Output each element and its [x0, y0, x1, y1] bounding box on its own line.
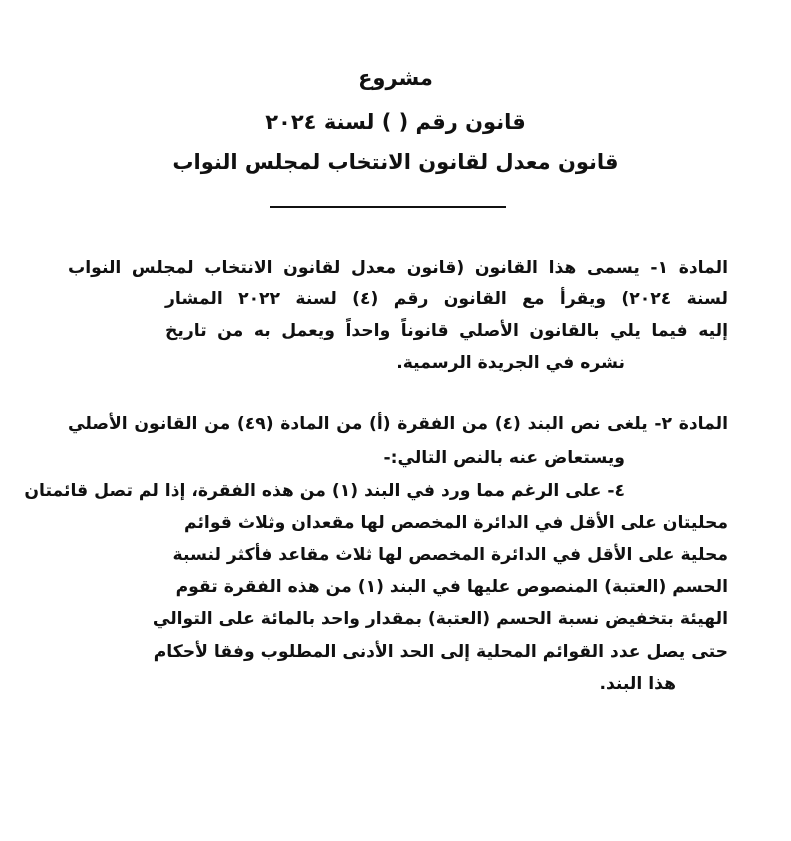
article2-clause-line: محليتان على الأقل في الدائرة المخصص لها مقعدان وثلاث قوائم — [184, 513, 728, 533]
article1-line: لسنة ٢٠٢٤) ويقرأ مع القانون رقم (٤) لسنة ٢٠٢٢ المشار — [165, 289, 728, 309]
article2-clause-line: حتى يصل عدد القوائم المحلية إلى الحد الأدنى المطلوب وفقا لأحكام — [153, 642, 728, 662]
article2-line: المادة ٢- يلغى نص البند (٤) من الفقرة (أ) من المادة (٤٩) من القانون الأصلي — [68, 414, 728, 434]
article1-line: نشره في الجريدة الرسمية. — [396, 353, 625, 373]
title-divider — [270, 206, 506, 208]
article2-clause-line: هذا البند. — [599, 674, 676, 694]
article2-line: ويستعاض عنه بالنص التالي:- — [383, 448, 625, 468]
draft-heading: مشروع — [358, 66, 433, 90]
article2-clause-line: الهيئة بتخفيض نسبة الحسم (العتبة) بمقدار واحد بالمائة على التوالي — [152, 609, 728, 629]
article2-clause-line: ٤- على الرغم مما ورد في البند (١) من هذه الفقرة، إذا لم تصل قائمتان — [24, 481, 625, 501]
law-number-heading: قانون رقم ( ) لسنة ٢٠٢٤ — [265, 110, 526, 134]
article1-line: إليه فيما يلي بالقانون الأصلي قانوناً واحداً ويعمل به من تاريخ — [165, 321, 728, 341]
law-title-heading: قانون معدل لقانون الانتخاب لمجلس النواب — [172, 150, 619, 174]
article1-line: المادة ١- يسمى هذا القانون (قانون معدل لقانون الانتخاب لمجلس النواب — [68, 258, 729, 278]
article2-clause-line: محلية على الأقل في الدائرة المخصص لها ثلاث مقاعد فأكثر لنسبة — [172, 545, 728, 565]
article2-clause-line: الحسم (العتبة) المنصوص عليها في البند (١) من هذه الفقرة تقوم — [175, 577, 728, 597]
